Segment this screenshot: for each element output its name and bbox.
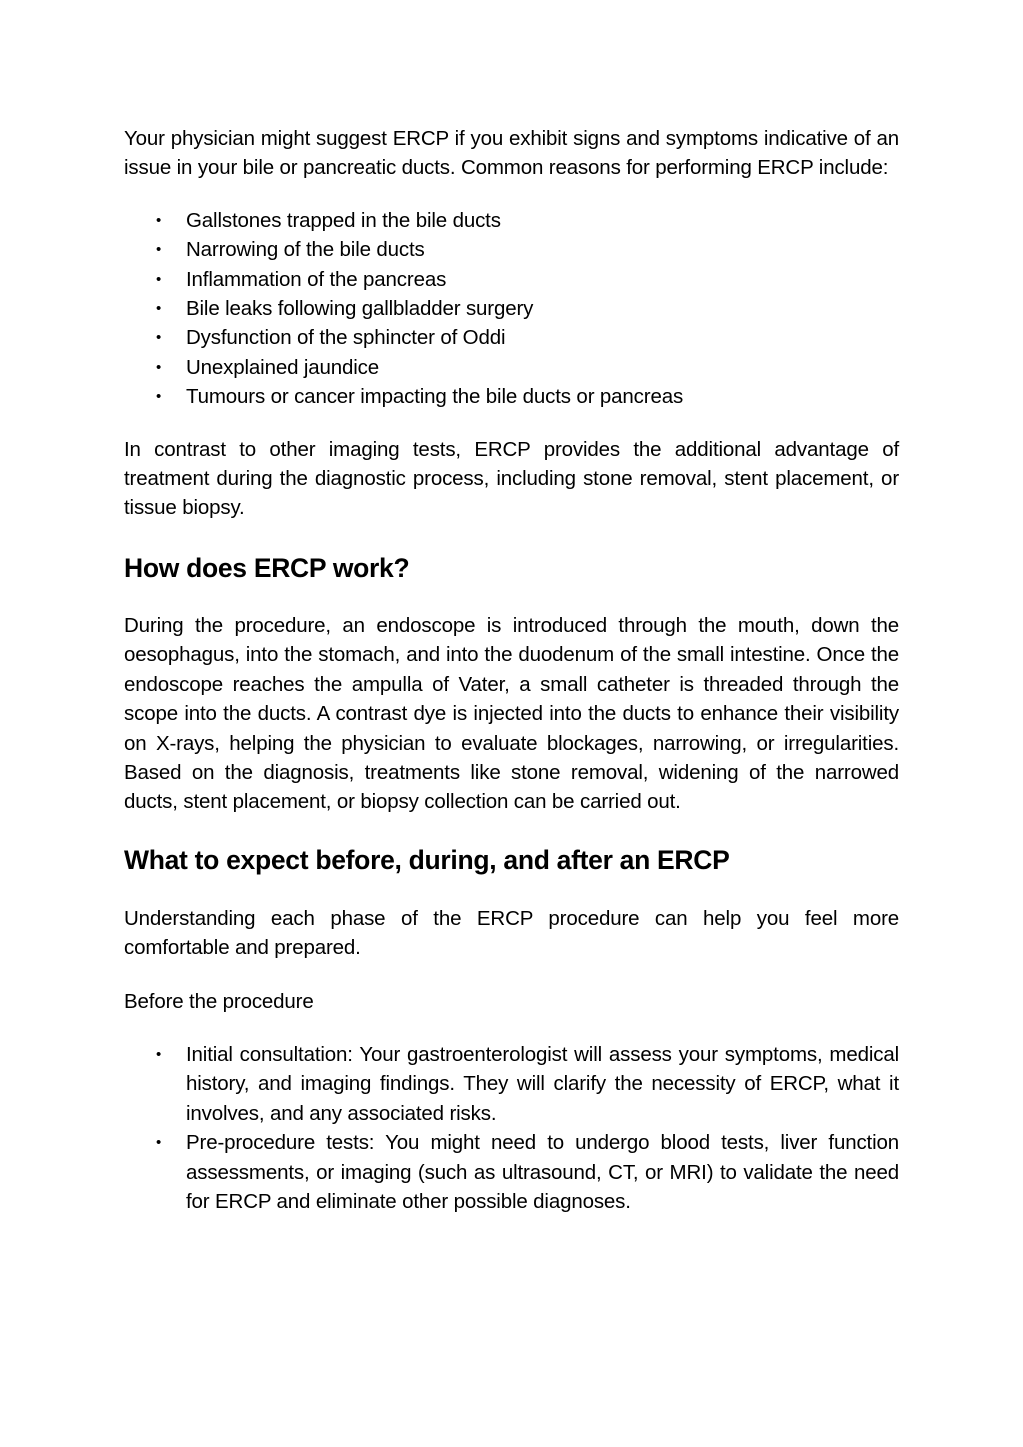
bullet-icon: • — [156, 1045, 162, 1063]
list-item-text: Initial consultation: Your gastroenterologist will assess your symptoms, medical history, and imaging findings. They will clarify the necessity of ERCP, what it involves, and any associated risks. — [186, 1042, 899, 1125]
list-item — [124, 1040, 899, 1128]
document-page — [124, 124, 899, 1216]
before-procedure-subheading: Before the procedure — [124, 989, 314, 1013]
list-item — [124, 294, 899, 323]
what-to-expect-paragraph: Understanding each phase of the ERCP procedure can help you feel more comfortable and prepared. — [124, 906, 899, 960]
section-heading-how-ercp-works: How does ERCP work? — [124, 552, 410, 583]
list-item-text: Narrowing of the bile ducts — [186, 238, 425, 262]
list-item-text: Dysfunction of the sphincter of Oddi — [186, 326, 506, 350]
advantage-paragraph: In contrast to other imaging tests, ERCP provides the additional advantage of treatment during the diagnostic process, including stone removal, stent placement, or tissue biopsy. — [124, 437, 899, 520]
list-item-text: Bile leaks following gallbladder surgery — [186, 297, 534, 321]
bullet-icon: • — [156, 300, 162, 318]
reasons-list — [124, 206, 899, 412]
list-item — [124, 1128, 899, 1216]
bullet-icon: • — [156, 388, 162, 406]
bullet-icon: • — [156, 329, 162, 347]
list-item — [124, 235, 899, 264]
section-heading-what-to-expect: What to expect before, during, and after an ERCP — [124, 844, 730, 875]
list-item-text: Tumours or cancer impacting the bile ducts or pancreas — [186, 385, 684, 409]
bullet-icon: • — [156, 241, 162, 259]
list-item — [124, 206, 899, 235]
list-item-text: Gallstones trapped in the bile ducts — [186, 208, 501, 232]
list-item-text: Pre-procedure tests: You might need to undergo blood tests, liver function assessments, or imaging (such as ultrasound, CT, or MRI) to validate the need for ERCP and eliminate other possible diagnoses. — [186, 1131, 899, 1213]
list-item — [124, 353, 899, 382]
bullet-icon: • — [156, 358, 162, 376]
before-procedure-list — [124, 1040, 899, 1216]
bullet-icon: • — [156, 211, 162, 229]
list-item-text: Unexplained jaundice — [186, 355, 380, 379]
list-item — [124, 382, 899, 411]
how-ercp-works-paragraph: During the procedure, an endoscope is introduced through the mouth, down the oesophagus, into the stomach, and into the duodenum of the small intestine. Once the endoscope reaches the ampulla of Vater, a small catheter is threaded through the scope into the ducts. A contrast dye is injected into the ducts to enhance their visibility on X-rays, helping the physician to evaluate blockages, narrowing, or irregularities. Based on the diagnosis, treatments like stone removal, widening of the narrowed ducts, stent placement, or biopsy collection can be carried out. — [124, 613, 899, 814]
list-item — [124, 323, 899, 352]
bullet-icon: • — [156, 270, 162, 288]
list-item-text: Inflammation of the pancreas — [186, 267, 447, 291]
list-item — [124, 265, 899, 294]
bullet-icon: • — [156, 1134, 162, 1152]
intro-paragraph: Your physician might suggest ERCP if you exhibit signs and symptoms indicative of an issue in your bile or pancreatic ducts. Common reasons for performing ERCP include: — [124, 127, 899, 180]
